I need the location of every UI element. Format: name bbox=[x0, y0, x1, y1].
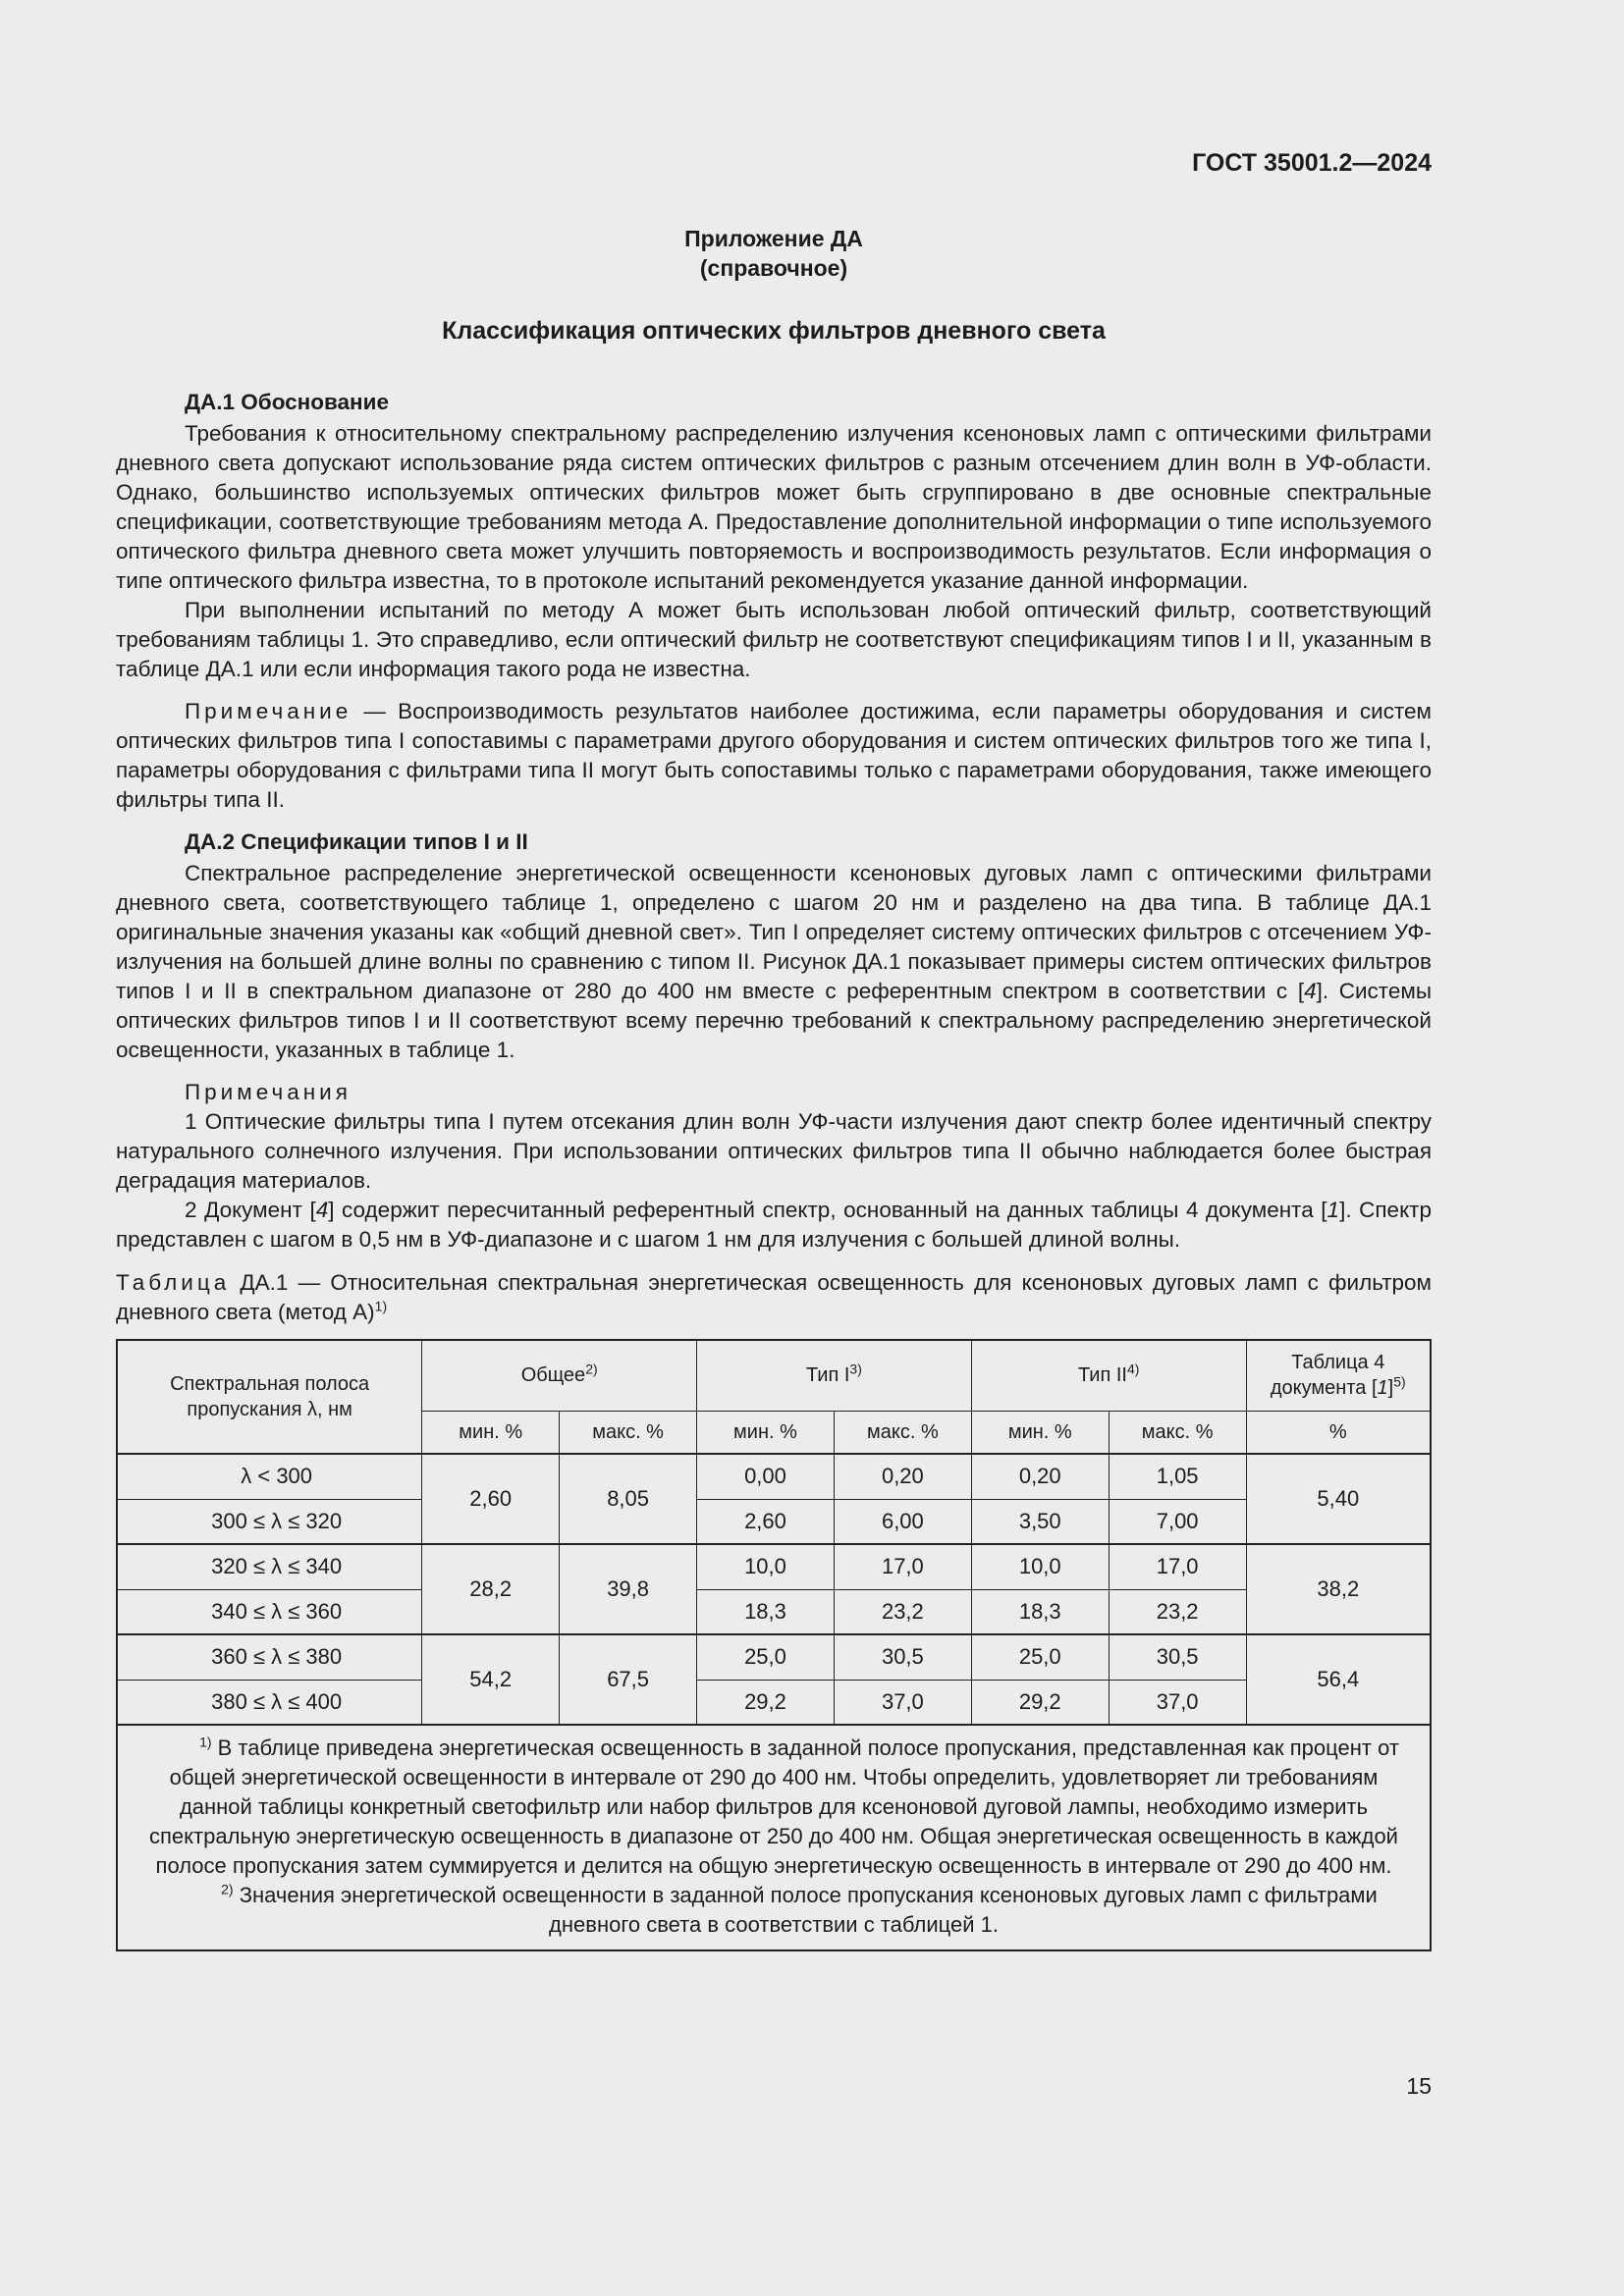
footnote-2: $^{2)}$ Значения энергетической освещенности в заданной полосе пропускания ксеноновых дуговых ламп с фильтрами дневного света в соответствии с таблицей 1. bbox=[221, 1881, 1378, 1937]
reference: 1 bbox=[1326, 1198, 1340, 1222]
table-row: 380 ≤ λ ≤ 400 29,2 37,0 29,2 37,0 bbox=[117, 1680, 1431, 1725]
page-number: 15 bbox=[1406, 2073, 1432, 2099]
section-heading-da1: ДА.1 Обоснование bbox=[185, 390, 389, 414]
table-label: Таблица bbox=[116, 1270, 231, 1295]
header-doc-table: Таблица 4 документа $[1]^{5)}$ bbox=[1246, 1340, 1431, 1411]
note-2: 2 Документ [4] содержит пересчитанный референтный спектр, основанный на данных таблицы 4 документа [1]. Спектр представлен с шагом в 0,5 нм в УФ-диапазоне и с шагом 1 нм для излучения с большей длиной волны. bbox=[116, 1198, 1432, 1252]
table-row: 340 ≤ λ ≤ 360 18,3 23,2 18,3 23,2 bbox=[117, 1589, 1431, 1634]
body-text bbox=[116, 388, 1432, 1951]
section-heading-da2: ДА.2 Спецификации типов I и II bbox=[185, 829, 528, 854]
table-footnotes bbox=[117, 1725, 1431, 1950]
reference: 4 bbox=[1304, 979, 1317, 1003]
header-min: мин. % bbox=[971, 1411, 1109, 1454]
header-type1: Тип $I^{3)}$ bbox=[697, 1340, 972, 1411]
header-max: макс. % bbox=[1109, 1411, 1246, 1454]
header-band: Спектральная полоса пропускания λ, нм bbox=[117, 1340, 422, 1454]
annex-heading bbox=[116, 224, 1432, 283]
note-text: — Воспроизводимость результатов наиболее достижима, если параметры оборудования и систем оптических фильтров типа I сопоставимы с параметрами другого оборудования и систем оптических фильтров того же типа I, параметры оборудования с фильтрами типа II могут быть сопоставимы только с параметрами оборудования, также имеющего фильтры типа II. bbox=[116, 699, 1432, 812]
note bbox=[116, 697, 1432, 815]
note-label: Примечание bbox=[185, 699, 352, 723]
note-1: 1 Оптические фильтры типа I путем отсекания длин волн УФ-части излучения дают спектр более идентичный спектру натурального солнечного излучения. При использовании оптических фильтров типа II обычно наблюдается более быстрая деградация материалов. bbox=[116, 1109, 1432, 1193]
header-type2: Тип II$^{4)}$ bbox=[971, 1340, 1246, 1411]
table-row: 360 ≤ λ ≤ 380 54,2 67,5 25,0 30,5 25,0 30,5 56,4 bbox=[117, 1634, 1431, 1680]
table-row: λ < 300 2,60 8,05 0,00 0,20 0,20 1,05 5,40 bbox=[117, 1454, 1431, 1499]
table-row: 300 ≤ λ ≤ 320 2,60 6,00 3,50 7,00 bbox=[117, 1499, 1431, 1544]
header-max: макс. % bbox=[834, 1411, 971, 1454]
standard-code: ГОСТ 35001.2—2024 bbox=[1192, 149, 1432, 177]
annex-subtitle: (справочное) bbox=[699, 255, 848, 281]
paragraph: При выполнении испытаний по методу А может быть использован любой оптический фильтр, соответствующий требованиям таблицы 1. Это справедливо, если оптический фильтр не соответствуют спецификациям типов I и II, указанным в таблице ДА.1 или если информация такого рода не известна. bbox=[116, 598, 1432, 681]
header-min: мин. % bbox=[422, 1411, 560, 1454]
header-max: макс. % bbox=[560, 1411, 697, 1454]
table-row: 320 ≤ λ ≤ 340 28,2 39,8 10,0 17,0 10,0 17,0 38,2 bbox=[117, 1544, 1431, 1589]
header-min: мин. % bbox=[697, 1411, 835, 1454]
main-title: Классификация оптических фильтров дневного света bbox=[442, 317, 1106, 345]
paragraph: Спектральное распределение энергетической освещенности ксеноновых дуговых ламп с оптическими фильтрами дневного света, соответствующего таблице 1, определено с шагом 20 нм и разделено на два типа. В таблице ДА.1 оригинальные значения указаны как «общий дневной свет». Тип I определяет систему оптических фильтров с отсечением УФ-излучения на большей длине волны по сравнению с типом II. Рисунок ДА.1 показывает примеры систем оптических фильтров типов I и II в спектральном диапазоне от 280 до 400 нм вместе с референтным спектром в соответствии с [4]. Системы оптических фильтров типов I и II соответствуют всему перечню требований к спектральному распределению энергетической освещенности, указанных в таблице 1. bbox=[116, 861, 1433, 1062]
footnote-1: $^{1)}$ В таблице приведена энергетическая освещенность в заданной полосе пропускания, представленная как процент от общей энергетической освещенности в интервале от 290 до 400 нм. Чтобы определить, удовлетворяет ли требованиям данной таблицы конкретный светофильтр или набор фильтров для ксеноновой дуговой лампы, необходимо измерить спектральную энергетическую освещенность в диапазоне от 250 до 400 нм. Общая энергетическая освещенность в каждой полосе пропускания затем суммируется и делится на общую энергетическую освещенность в интервале от 290 до 400 нм. bbox=[149, 1734, 1399, 1878]
paragraph: Требования к относительному спектральному распределению излучения ксеноновых ламп с оптическими фильтрами дневного света допускают использование ряда систем оптических фильтров с разным отсечением длин волн в УФ-области. Однако, большинство используемых оптических фильтров может быть сгруппировано в две основные спектральные спецификации, соответствующие требованиям метода А. Предоставление дополнительной информации о типе используемого оптического фильтра дневного света может улучшить повторяемость и воспроизводимость результатов. Если информация о типе оптического фильтра известна, то в протоколе испытаний рекомендуется указание данной информации. bbox=[116, 421, 1432, 593]
table-caption: Таблица ДА.1 — Относительная спектральная энергетическая освещенность для ксеноновых дуговых ламп с фильтром дневного света (метод А)$^{1)}$ bbox=[116, 1270, 1432, 1324]
notes-label: Примечания bbox=[185, 1080, 352, 1104]
header-pct: % bbox=[1246, 1411, 1431, 1454]
spectral-table bbox=[116, 1339, 1432, 1951]
reference: 4 bbox=[315, 1198, 329, 1222]
header-general: Общее$^{2)}$ bbox=[422, 1340, 697, 1411]
annex-title: Приложение ДА bbox=[684, 226, 863, 251]
